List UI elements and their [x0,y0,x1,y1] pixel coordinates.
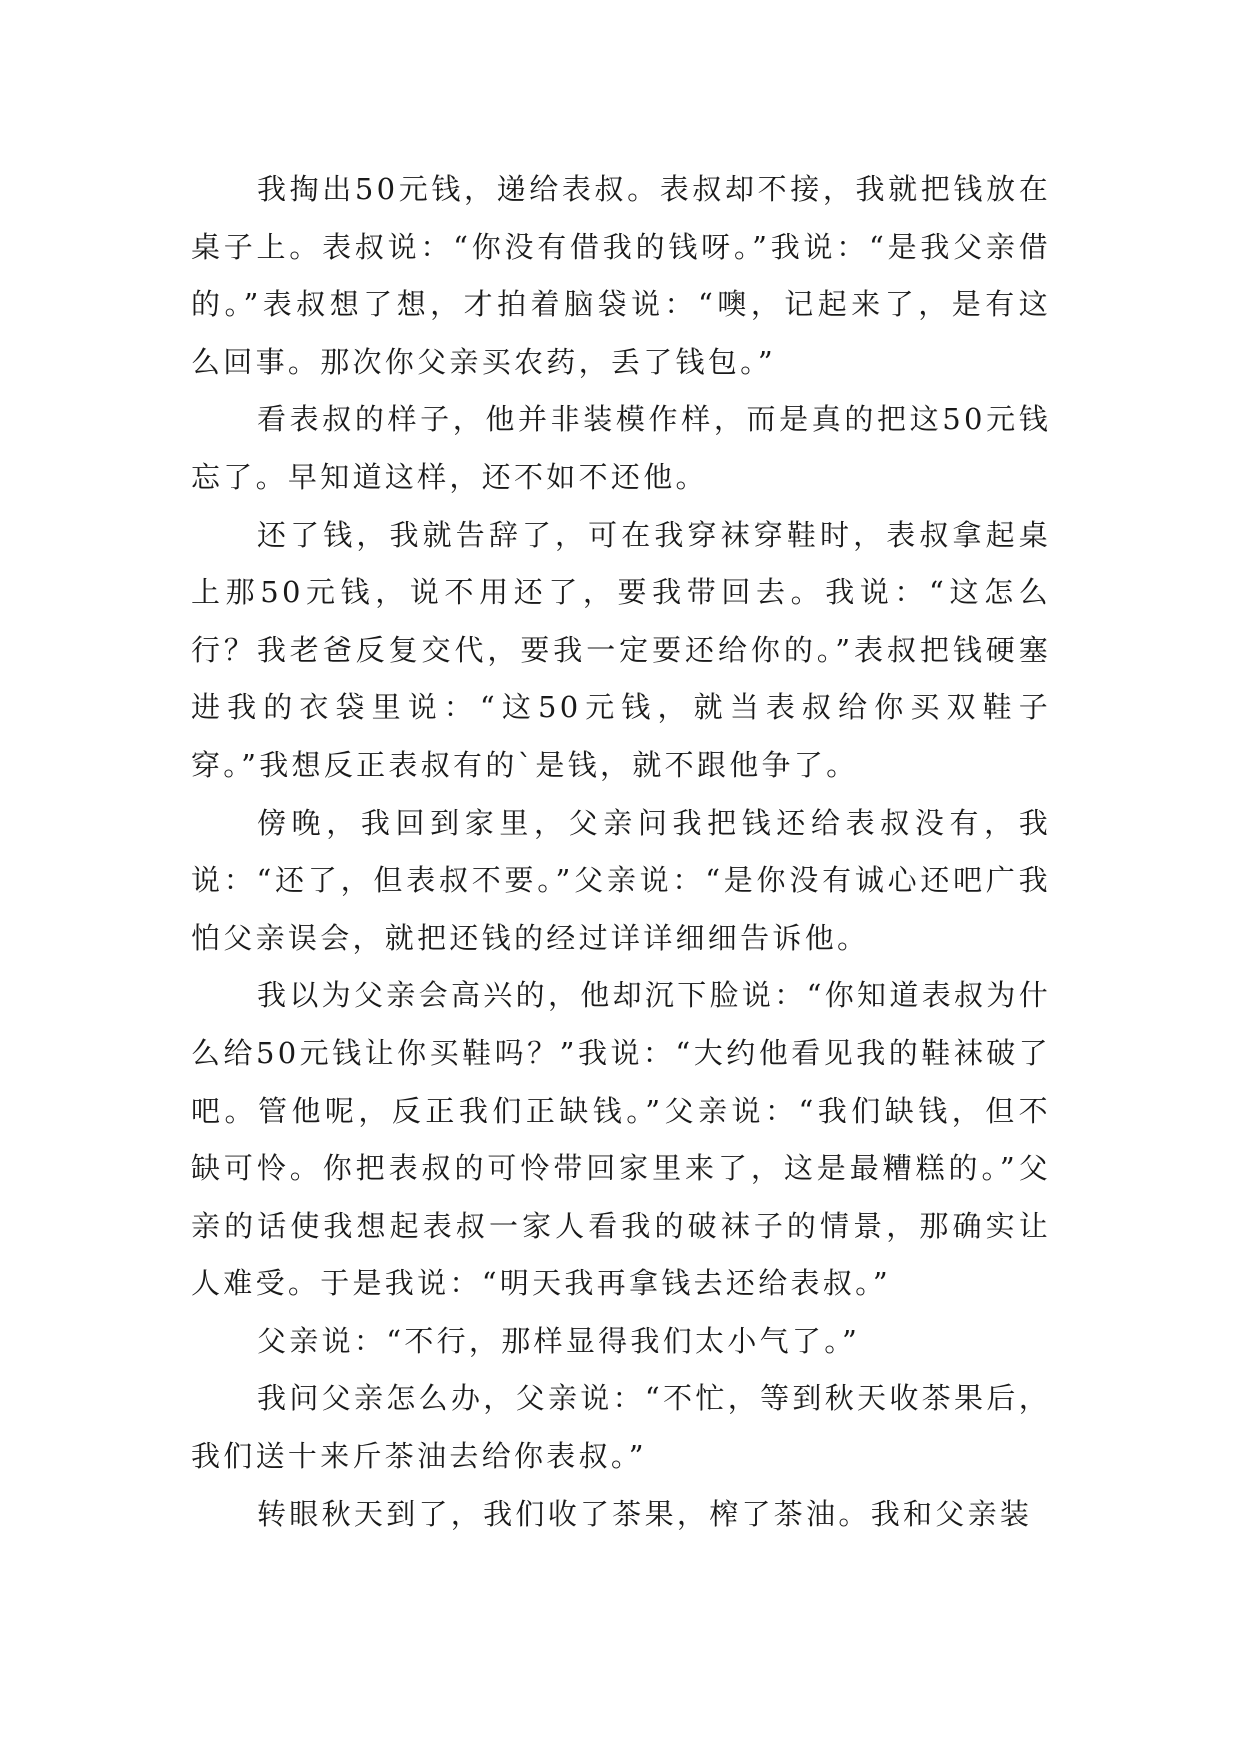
paragraph-4: 傍晚，我回到家里，父亲问我把钱还给表叔没有，我说：“还了，但表叔不要。”父亲说：“是你没有诚心还吧广我怕父亲误会，就把还钱的经过详详细细告诉他。 [191,805,1051,955]
paragraph-5: 我以为父亲会高兴的，他却沉下脸说：“你知道表叔为什么给50元钱让你买鞋吗？”我说：“大约他看见我的鞋袜破了吧。管他呢，反正我们正缺钱。”父亲说：“我们缺钱，但不缺可怜。你把表叔的可怜带回家里来了，这是最糟糕的。”父亲的话使我想起表叔一家人看我的破袜子的情景，那确实让人难受。于是我说：“明天我再拿钱去还给表叔。” [191,978,1051,1301]
paragraph-7: 我问父亲怎么办，父亲说：“不忙，等到秋天收茶果后，我们送十来斤茶油去给你表叔。” [191,1381,1051,1474]
document-body [191,161,1051,1543]
paragraph-3: 还了钱，我就告辞了，可在我穿袜穿鞋时，表叔拿起桌上那50元钱，说不用还了，要我带回去。我说：“这怎么行？我老爸反复交代，要我一定要还给你的。”表叔把钱硬塞进我的衣袋里说：“这50元钱，就当表叔给你买双鞋子穿。”我想反正表叔有的`是钱，就不跟他争了。 [191,517,1051,782]
paragraph-8: 转眼秋天到了，我们收了茶果，榨了茶油。我和父亲装 [257,1496,1033,1531]
paragraph-6: 父亲说：“不行，那样显得我们太小气了。” [257,1323,861,1358]
paragraph-2: 看表叔的样子，他并非装模作样，而是真的把这50元钱忘了。早知道这样，还不如不还他。 [191,402,1051,494]
paragraph-1: 我掏出50元钱，递给表叔。表叔却不接，我就把钱放在桌子上。表叔说：“你没有借我的钱呀。”我说：“是我父亲借的。”表叔想了想，才拍着脑袋说：“噢，记起来了，是有这么回事。那次你父亲买农药，丢了钱包。” [191,172,1051,379]
